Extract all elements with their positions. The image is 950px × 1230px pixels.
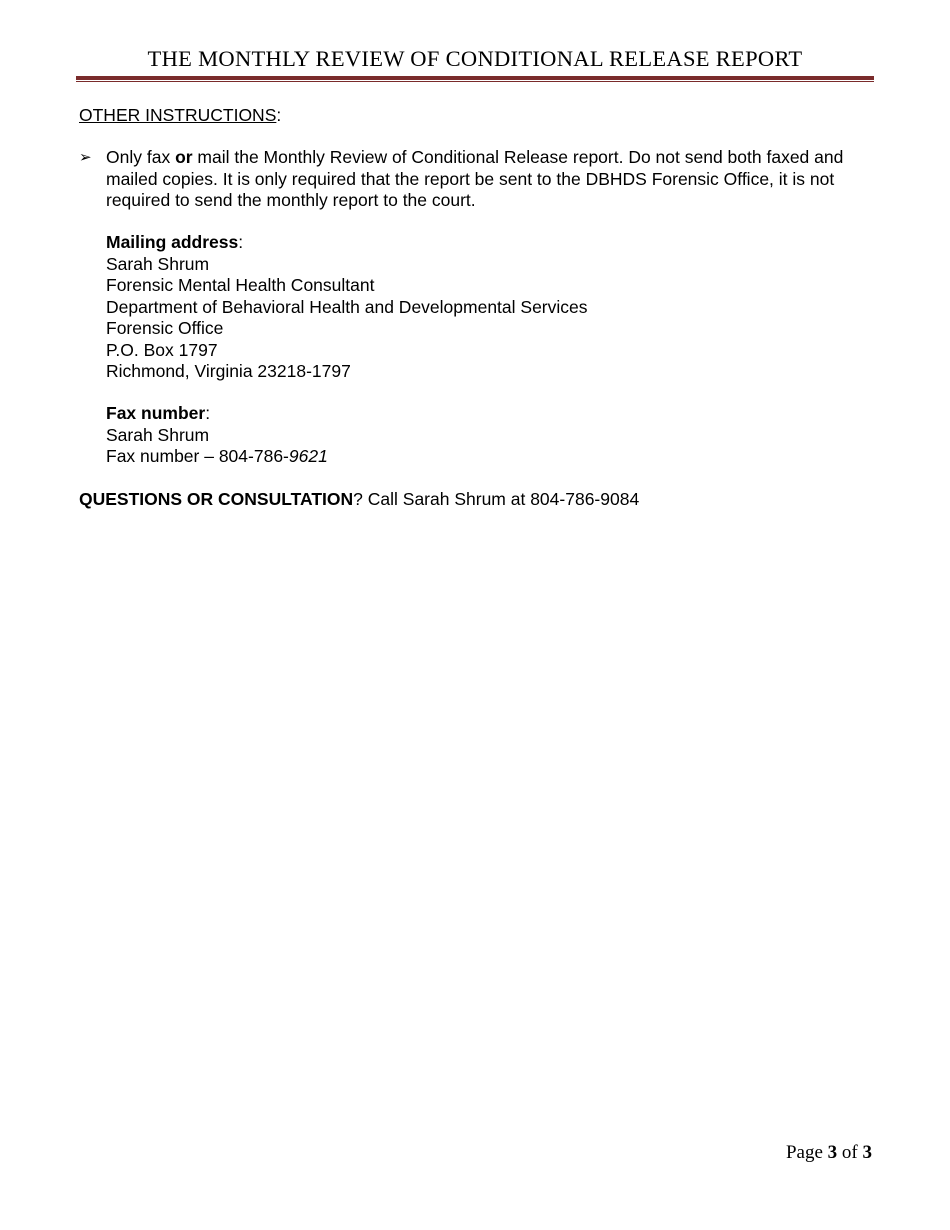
page-of-word: of xyxy=(837,1142,863,1163)
mailing-title: Forensic Mental Health Consultant xyxy=(106,275,375,295)
header-rule-thin xyxy=(76,81,874,82)
mailing-label-colon: : xyxy=(238,232,244,252)
fax-number-suffix: 9621 xyxy=(288,446,328,466)
fax-number-block xyxy=(106,403,328,468)
header-rule-thick xyxy=(76,76,874,80)
questions-label: QUESTIONS OR CONSULTATION xyxy=(79,489,354,509)
questions-line xyxy=(79,489,639,511)
mailing-address-label xyxy=(106,232,588,254)
instruction-text-bold: or xyxy=(175,147,193,167)
arrow-bullet-icon: ➢ xyxy=(79,149,92,166)
page-total: 3 xyxy=(862,1142,872,1163)
mailing-address-block xyxy=(106,232,588,383)
fax-number-line xyxy=(106,446,328,468)
fax-number-label xyxy=(106,403,328,425)
instruction-text xyxy=(106,147,876,212)
fax-label-text: Fax number xyxy=(106,403,206,423)
fax-name: Sarah Shrum xyxy=(106,424,210,445)
fax-label-colon: : xyxy=(205,403,211,423)
mailing-city-state-zip: Richmond, Virginia 23218-1797 xyxy=(106,361,351,381)
section-heading-colon: : xyxy=(276,105,282,125)
questions-text: ? Call Sarah Shrum at 804-786-9084 xyxy=(353,489,640,509)
section-heading xyxy=(79,104,281,126)
mailing-label-text: Mailing address xyxy=(106,232,239,252)
mailing-department: Department of Behavioral Health and Developmental Services xyxy=(106,296,588,317)
page-current: 3 xyxy=(827,1142,838,1163)
page-number xyxy=(786,1141,872,1165)
instruction-text-end: mail the Monthly Review of Conditional Release report. Do not send both faxed and mailed copies. It is only required that the report be sent to the DBHDS Forensic Office, it is not required to send the monthly report to the court. xyxy=(106,147,844,210)
mailing-name: Sarah Shrum xyxy=(106,253,210,274)
mailing-po-box: P.O. Box 1797 xyxy=(106,339,218,360)
page-word: Page xyxy=(785,1142,828,1163)
fax-number-prefix: Fax number – 804-786- xyxy=(106,446,289,466)
section-heading-text: OTHER INSTRUCTIONS xyxy=(79,105,277,125)
instruction-text-start: Only fax xyxy=(106,147,176,167)
mailing-office: Forensic Office xyxy=(106,318,224,338)
document-title: THE MONTHLY REVIEW OF CONDITIONAL RELEASE REPORT xyxy=(147,46,803,71)
